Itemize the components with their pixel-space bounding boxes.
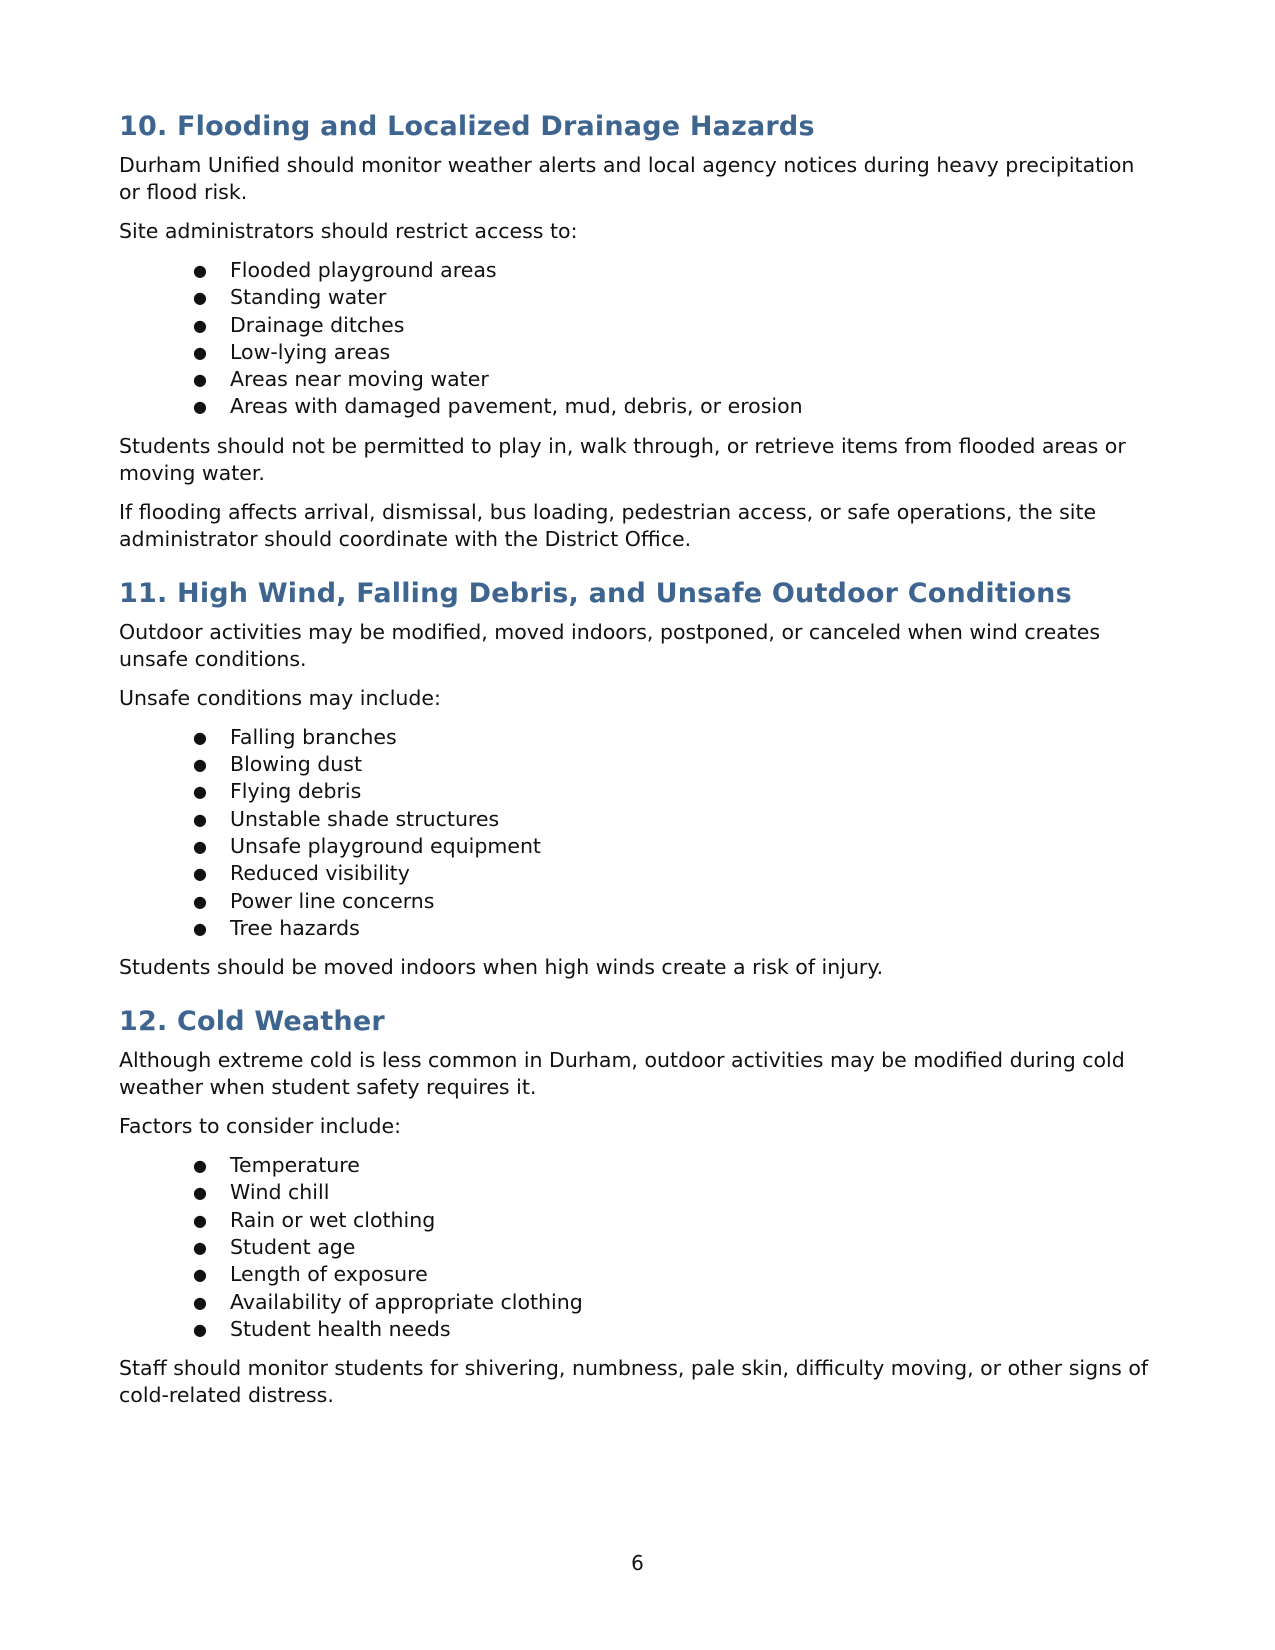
section-flooding	[119, 108, 1159, 553]
list-item	[193, 393, 1159, 420]
list-item	[193, 778, 1159, 805]
list-item-text: Wind chill	[230, 1180, 330, 1205]
list-lead: Unsafe conditions may include:	[119, 685, 441, 710]
page-number: 6	[631, 1551, 644, 1575]
list-item	[193, 888, 1159, 915]
bullet-icon: ●	[193, 1292, 207, 1312]
list-lead: Site administrators should restrict access to:	[119, 219, 578, 243]
section-heading: 11. High Wind, Falling Debris, and Unsafe Outdoor Conditions	[119, 577, 1072, 609]
section-intro: Although extreme cold is less common in Durham, outdoor activities may be modified during cold weather when student safety requires it.	[119, 1048, 1125, 1100]
list-item-text: Power line concerns	[230, 888, 435, 913]
list-item-text: Low-lying areas	[230, 339, 391, 364]
list-item	[193, 915, 1159, 942]
list-item-text: Drainage ditches	[230, 312, 405, 337]
list-item-text: Student age	[230, 1235, 356, 1260]
list-item	[193, 1234, 1159, 1261]
bullet-icon: ●	[193, 891, 207, 911]
list-item	[193, 366, 1159, 393]
bullet-list	[119, 257, 1159, 421]
list-item	[193, 339, 1159, 366]
section-heading: 12. Cold Weather	[119, 1006, 385, 1038]
section-paragraph: Staff should monitor students for shivering, numbness, pale skin, difficulty moving, or other signs of cold-related distress.	[119, 1356, 1149, 1408]
list-item-text: Standing water	[230, 285, 387, 310]
list-item-text: Availability of appropriate clothing	[230, 1289, 583, 1314]
bullet-icon: ●	[193, 1183, 207, 1203]
list-item-text: Flying debris	[230, 779, 362, 804]
list-item	[193, 1152, 1159, 1179]
section-cold-weather	[119, 1003, 1159, 1409]
list-item-text: Blowing dust	[230, 752, 363, 777]
list-item-text: Unstable shade structures	[230, 806, 500, 831]
list-item	[193, 1289, 1159, 1316]
section-paragraph: Students should be moved indoors when high winds create a risk of injury.	[119, 955, 884, 980]
list-item	[193, 1261, 1159, 1288]
list-item	[193, 312, 1159, 339]
bullet-icon: ●	[193, 864, 207, 884]
list-item-text: Temperature	[230, 1153, 360, 1178]
section-paragraph: If flooding affects arrival, dismissal, bus loading, pedestrian access, or safe operations, the site administrator should coordinate with the District Office.	[119, 499, 1097, 551]
list-item-text: Length of exposure	[230, 1262, 428, 1287]
section-heading: 10. Flooding and Localized Drainage Hazards	[119, 111, 815, 142]
list-item-text: Flooded playground areas	[230, 258, 497, 282]
bullet-icon: ●	[193, 727, 207, 747]
list-item	[193, 1207, 1159, 1234]
list-item-text: Areas with damaged pavement, mud, debris, or erosion	[230, 394, 803, 419]
section-intro: Outdoor activities may be modified, moved indoors, postponed, or canceled when wind creates unsafe conditions.	[119, 619, 1101, 671]
bullet-icon: ●	[193, 1238, 207, 1258]
bullet-list	[119, 724, 1159, 942]
bullet-icon: ●	[193, 397, 207, 417]
list-lead: Factors to consider include:	[119, 1114, 401, 1139]
section-intro: Durham Unified should monitor weather alerts and local agency notices during heavy precipitation or flood risk.	[119, 153, 1135, 204]
list-item	[193, 751, 1159, 778]
list-item-text: Unsafe playground equipment	[230, 833, 541, 858]
list-item	[193, 257, 1159, 284]
list-item	[193, 1316, 1159, 1343]
bullet-icon: ●	[193, 315, 207, 335]
bullet-icon: ●	[193, 755, 207, 775]
bullet-icon: ●	[193, 1265, 207, 1285]
bullet-icon: ●	[193, 1156, 207, 1176]
section-high-wind	[119, 575, 1159, 981]
list-item	[193, 724, 1159, 751]
list-item-text: Falling branches	[230, 724, 397, 749]
list-item	[193, 806, 1159, 833]
bullet-icon: ●	[193, 342, 207, 362]
bullet-icon: ●	[193, 1210, 207, 1230]
bullet-icon: ●	[193, 918, 207, 938]
list-item	[193, 860, 1159, 887]
bullet-icon: ●	[193, 836, 207, 856]
bullet-icon: ●	[193, 809, 207, 829]
list-item-text: Student health needs	[230, 1316, 451, 1341]
bullet-icon: ●	[193, 288, 207, 308]
bullet-list	[119, 1152, 1159, 1343]
bullet-icon: ●	[193, 782, 207, 802]
list-item	[193, 284, 1159, 311]
section-paragraph: Students should not be permitted to play in, walk through, or retrieve items from flooded areas or moving water.	[119, 433, 1126, 485]
bullet-icon: ●	[193, 1319, 207, 1339]
list-item-text: Rain or wet clothing	[230, 1207, 436, 1232]
list-item-text: Reduced visibility	[230, 861, 410, 886]
bullet-icon: ●	[193, 370, 207, 390]
list-item-text: Tree hazards	[230, 915, 360, 940]
page-content	[119, 108, 1159, 1431]
list-item	[193, 833, 1159, 860]
list-item	[193, 1179, 1159, 1206]
bullet-icon: ●	[193, 261, 207, 280]
list-item-text: Areas near moving water	[230, 367, 489, 392]
